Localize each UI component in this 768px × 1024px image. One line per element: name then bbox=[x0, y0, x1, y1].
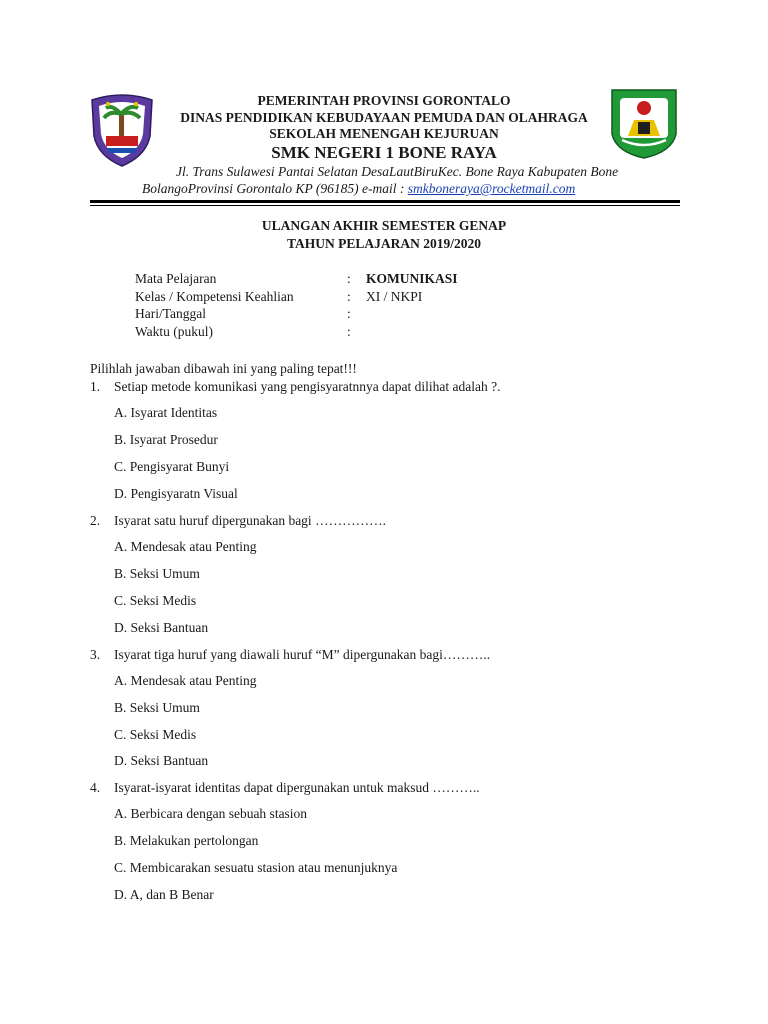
letterhead-address-line1: Jl. Trans Sulawesi Pantai Selatan DesaLautBiruKec. Bone Raya Kabupaten Bone bbox=[176, 164, 619, 179]
letterhead-school-type: SEKOLAH MENENGAH KEJURUAN bbox=[269, 126, 499, 141]
question-number: 4. bbox=[90, 780, 101, 795]
info-colon: : bbox=[347, 289, 351, 304]
question-2-option-b: B. Seksi Umum bbox=[114, 566, 200, 581]
question-4-option-b: B. Melakukan pertolongan bbox=[114, 833, 259, 848]
question-4-option-d: D. A, dan B Benar bbox=[114, 887, 214, 902]
question-3-option-c: C. Seksi Medis bbox=[114, 727, 197, 742]
exam-title: ULANGAN AKHIR SEMESTER GENAP bbox=[261, 218, 507, 233]
question-2-option-c: C. Seksi Medis bbox=[114, 593, 197, 608]
letterhead-divider-thin bbox=[90, 205, 680, 206]
question-3-option-d: D. Seksi Bantuan bbox=[114, 753, 209, 768]
question-2-option-a: A. Mendesak atau Penting bbox=[114, 539, 257, 554]
info-colon: : bbox=[347, 306, 351, 321]
question-number: 2. bbox=[90, 513, 101, 528]
question-text: Isyarat satu huruf dipergunakan bagi ……………. bbox=[114, 513, 386, 528]
letterhead-address-line2 bbox=[142, 181, 575, 197]
letterhead-department: DINAS PENDIDIKAN KEBUDAYAAN PEMUDA DAN OLAHRAGA bbox=[180, 110, 588, 125]
letterhead-government: PEMERINTAH PROVINSI GORONTALO bbox=[257, 93, 511, 108]
question-4-option-a: A. Berbicara dengan sebuah stasion bbox=[114, 806, 308, 821]
question-1-option-d: D. Pengisyaratn Visual bbox=[114, 486, 238, 501]
info-colon: : bbox=[347, 324, 351, 339]
question-number: 3. bbox=[90, 647, 101, 662]
instruction-text: Pilihlah jawaban dibawah ini yang paling tepat!!! bbox=[90, 361, 357, 376]
info-label: Mata Pelajaran bbox=[135, 271, 217, 286]
info-label: Waktu (pukul) bbox=[135, 324, 214, 339]
question-3-option-a: A. Mendesak atau Penting bbox=[114, 673, 257, 688]
question-text: Setiap metode komunikasi yang pengisyaratnnya dapat dilihat adalah ?. bbox=[114, 379, 501, 394]
letterhead-school-name: SMK NEGERI 1 BONE RAYA bbox=[271, 143, 497, 162]
info-label: Hari/Tanggal bbox=[135, 306, 207, 321]
email-link[interactable]: smkboneraya@rocketmail.com bbox=[407, 181, 576, 196]
question-1-option-b: B. Isyarat Prosedur bbox=[114, 432, 218, 447]
question-1-option-c: C. Pengisyarat Bunyi bbox=[114, 459, 230, 474]
address-text: BolangoProvinsi Gorontalo KP (96185) e-mail : bbox=[142, 181, 408, 196]
question-text: Isyarat tiga huruf yang diawali huruf “M” dipergunakan bagi……….. bbox=[114, 647, 491, 662]
question-text: Isyarat-isyarat identitas dapat dipergunakan untuk maksud ……….. bbox=[114, 780, 480, 795]
question-1-option-a: A. Isyarat Identitas bbox=[114, 405, 218, 420]
question-2-option-d: D. Seksi Bantuan bbox=[114, 620, 209, 635]
info-value: XI / NKPI bbox=[366, 289, 423, 304]
question-4-option-c: C. Membicarakan sesuatu stasion atau menunjuknya bbox=[114, 860, 398, 875]
question-3-option-b: B. Seksi Umum bbox=[114, 700, 200, 715]
info-label: Kelas / Kompetensi Keahlian bbox=[135, 289, 294, 304]
letterhead-divider-thick bbox=[90, 200, 680, 203]
question-number: 1. bbox=[90, 379, 101, 394]
info-value: KOMUNIKASI bbox=[366, 271, 458, 286]
info-colon: : bbox=[347, 271, 351, 286]
exam-academic-year: TAHUN PELAJARAN 2019/2020 bbox=[286, 236, 481, 251]
